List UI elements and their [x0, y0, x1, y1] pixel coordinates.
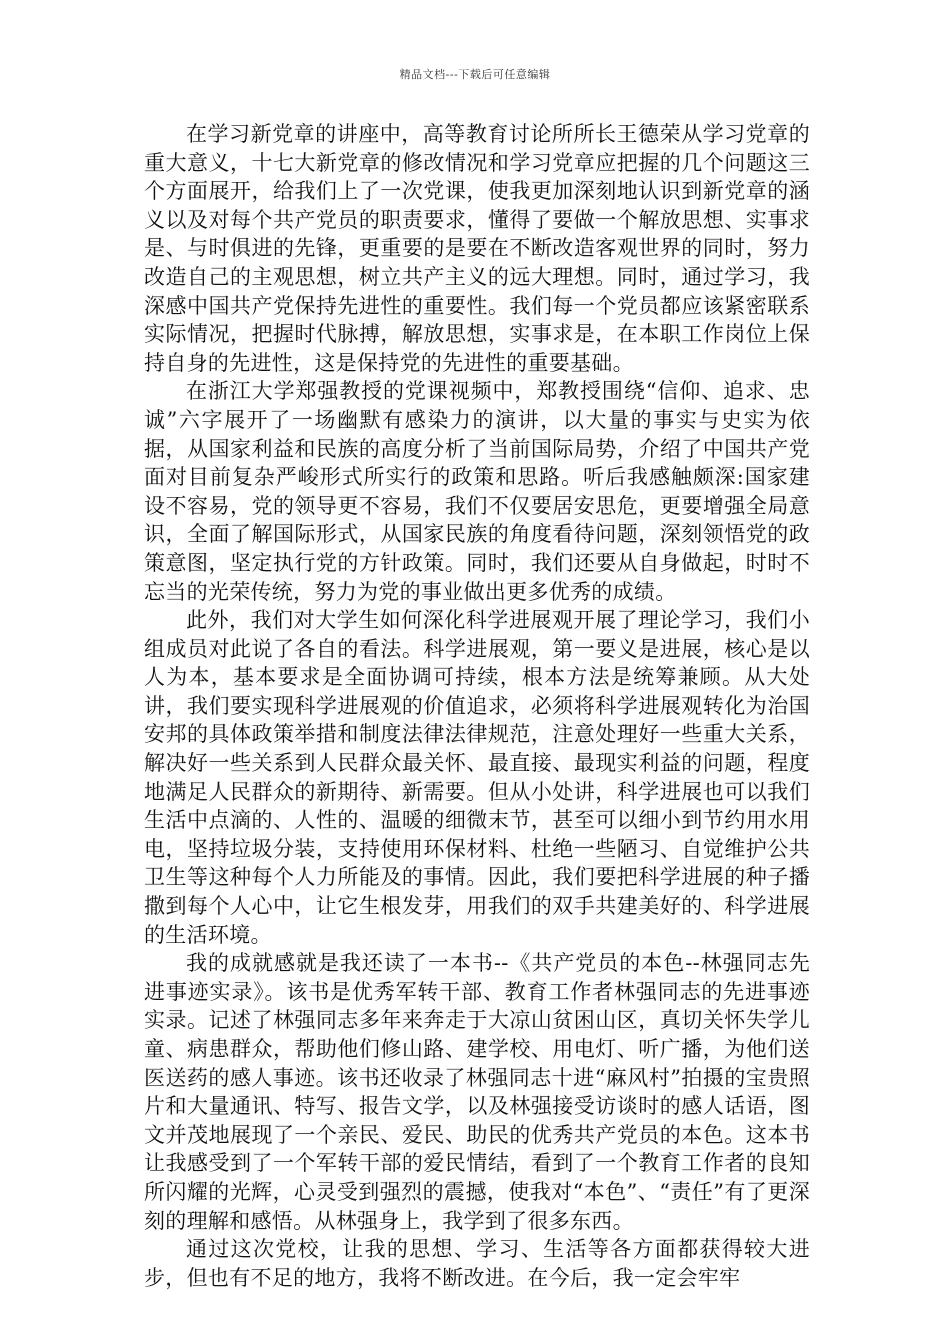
- paragraph-4: 我的成就感就是我还读了一本书--《共产党员的本色--林强同志先进事迹实录》。该书是优秀军转干部、教育工作者林强同志的先进事迹实录。记述了林强同志多年来奔走于大凉山贫困山区，真切关怀失学儿童、病患群众，帮助他们修山路、建学校、用电灯、听广播，为他们送医送药的感人事迹。该书还收录了林强同志十进“麻风村”拍摄的宝贵照片和大量通讯、特写、报告文学，以及林强接受访谈时的感人话语，图文并茂地展现了一个亲民、爱民、助民的优秀共产党员的本色。这本书让我感受到了一个军转干部的爱民情结，看到了一个教育工作者的良知所闪耀的光辉，心灵受到强烈的震撼，使我对“本色”、“责任”有了更深刻的理解和感悟。从林强身上，我学到了很多东西。: [144, 951, 810, 1233]
- paragraph-1: 在学习新党章的讲座中，高等教育讨论所所长王德荣从学习党章的重大意义，十七大新党章的修改情况和学习党章应把握的几个问题这三个方面展开，给我们上了一次党课，使我更加深刻地认识到新党章的涵义以及对每个共产党员的职责要求，懂得了要做一个解放思想、实事求是、与时俱进的先锋，更重要的是要在不断改造客观世界的同时，努力改造自己的主观思想，树立共产主义的远大理想。同时，通过学习，我深感中国共产党保持先进性的重要性。我们每一个党员都应该紧密联系实际情况，把握时代脉搏，解放思想，实事求是，在本职工作岗位上保持自身的先进性，这是保持党的先进性的重要基础。: [144, 122, 810, 375]
- paragraph-3: 此外，我们对大学生如何深化科学进展观开展了理论学习，我们小组成员对此说了各自的看法。科学进展观，第一要义是进展，核心是以人为本，基本要求是全面协调可持续，根本方法是统筹兼顾。从大处讲，我们要实现科学进展观的价值追求，必须将科学进展观转化为治国安邦的具体政策举措和制度法律法律规范，注意处理好一些重大关系，解决好一些关系到人民群众最关怀、最直接、最现实利益的问题，程度地满足人民群众的新期待、新需要。但从小处讲，科学进展也可以我们生活中点滴的、人性的、温暖的细微末节，甚至可以细小到节约用水用电，坚持垃圾分装，支持使用环保材料、杜绝一些陋习、自觉维护公共卫生等这种每个人力所能及的事情。因此，我们要把科学进展的种子播撒到每个人心中，让它生根发芽，用我们的双手共建美好的、科学进展的生活环境。: [144, 608, 810, 947]
- paragraph-2: 在浙江大学郑强教授的党课视频中，郑教授围绕“信仰、追求、忠诚”六字展开了一场幽默有感染力的演讲，以大量的事实与史实为依据，从国家利益和民族的高度分析了当前国际局势，介绍了中国共产党面对目前复杂严峻形式所实行的政策和思路。听后我感触颇深:国家建设不容易，党的领导更不容易，我们不仅要居安思危，更要增强全局意识，全面了解国际形式，从国家民族的角度看待问题，深刻领悟党的政策意图，坚定执行党的方针政策。同时，我们还要从自身做起，时时不忘当的光荣传统，努力为党的事业做出更多优秀的成绩。: [144, 379, 810, 604]
- document-body: [144, 120, 810, 1292]
- page-header: 精品文档---下载后可任意编辑: [399, 68, 551, 81]
- paragraph-5: 通过这次党校，让我的思想、学习、生活等各方面都获得较大进步，但也有不足的地方，我将不断改进。在今后，我一定会牢牢: [144, 1237, 810, 1290]
